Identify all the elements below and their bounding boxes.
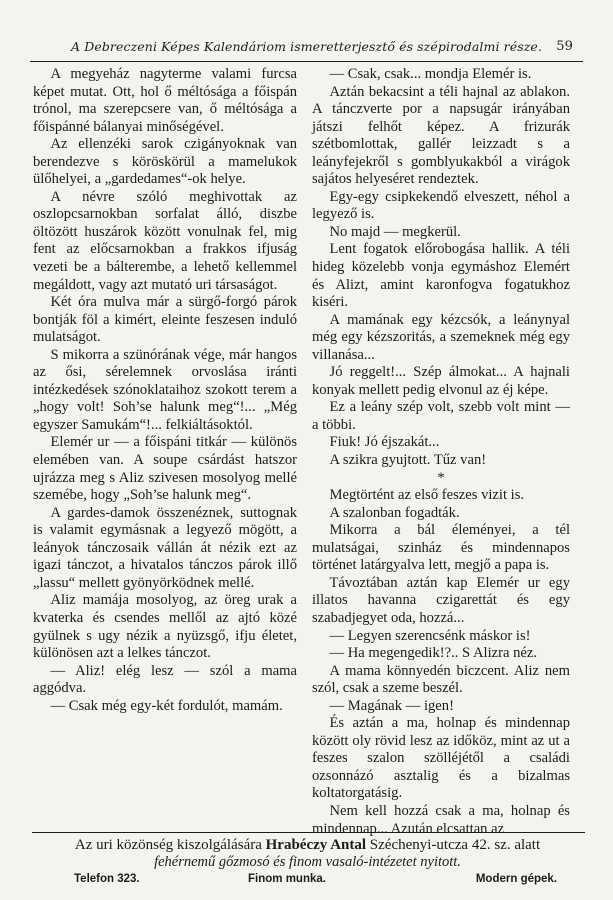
paragraph: Jó reggelt!... Szép álmokat... A hajnali konyak mellett pedig elvonul az éj képe.	[312, 364, 570, 398]
ad-line-2: fehérnemű gőzmosó és finom vasaló-intézetet nyitott.	[154, 854, 461, 870]
paragraph: A mamának egy kézcsók, a leánynyal még egy kézszoritás, a szemeknek még egy villanása...	[312, 311, 570, 363]
header-title: A Debreczeni Képes Kalendáriom ismeretterjesztő és szépirodalmi része.	[71, 39, 542, 54]
paragraph: A mama könnyedén biczcent. Aliz nem szól, csak a szeme beszél.	[312, 662, 570, 697]
paragraph: Megtörtént az első feszes vizit is.	[329, 487, 525, 504]
page-number: 59	[556, 39, 573, 54]
paragraph: Ez a leány szép volt, szebb volt mint — a többi.	[312, 399, 570, 433]
paragraph: Lent fogatok előrobogása hallik. A téli hideg közelebb vonja egymáshoz Elemért és Alizt, amint karonfogva fogatukhoz kiséri.	[312, 241, 570, 311]
ad-text-pre: Az uri közönség kiszolgálására	[74, 837, 262, 853]
paragraph: Egy-egy csipkekendő elveszett, néhol a legyező is.	[312, 188, 570, 223]
paragraph: Nem kell hozzá csak a ma, holnap és mindennap... Azután elcsattan az	[312, 802, 570, 837]
advertisement-footer	[30, 836, 585, 890]
footer-rule	[32, 832, 585, 833]
left-column	[33, 66, 297, 715]
ad-text-post: Széchenyi-utcza 42. sz. alatt	[369, 837, 541, 853]
header-rule	[30, 61, 583, 62]
section-divider-star: *	[437, 469, 445, 486]
paragraph: Két óra mulva már a sürgő-forgó párok bontják föl a kimért, eleinte feszesen induló mulatságot.	[33, 294, 297, 346]
paragraph: A szikra gyujtott. Tűz van!	[329, 452, 487, 469]
ad-line-1	[30, 836, 585, 854]
paragraph: A névre szóló meghivottak az oszlopcsarnokban sorfalat álló, diszbe öltözött huszárok között vonulnak fel, mig fent az előcsarnokban a frakkos ifjuság vezeti be a bálterembe, a lehető kellemmel megáldott, vagy azt mutató uri társaságot.	[33, 188, 297, 293]
paragraph: Az ellenzéki sarok czigányoknak van berendezve s köröskörül a mamelukok ülőhelyei, a „gardedames“-ok helye.	[33, 136, 297, 188]
paragraph: — Ha megengedik!?.. S Alizra néz.	[329, 645, 537, 662]
running-header	[40, 39, 573, 57]
ad-line-3	[30, 873, 585, 890]
paragraph: A megyeház nagyterme valami furcsa képet mutat. Ott, hol ő méltósága a főispán trónol, ma szerepcsere van, ő méltósága a főispánné bálanyai minőségével.	[33, 66, 297, 135]
paragraph: És aztán a ma, holnap és mindennap között oly rövid lesz az időköz, mint az ut a feszes szalon szölléjétől a családi ozsonnázó asztalig és a bizalmas koltatorgatásig.	[312, 715, 570, 802]
paragraph: Aztán bekacsint a téli hajnal az ablakon. A tánczverte por a napsugár irányában játszi felhőt képez. A frizurák szétbomlottak, gallér leizzadt s a leányfejekről s gomblyukakból a virágok sajátos helyeséret rendeztek.	[312, 83, 570, 188]
ad-telephone: Telefon 323.	[74, 873, 140, 885]
paragraph: — Legyen szerencsénk máskor is!	[329, 627, 531, 644]
paragraph: Aliz mamája mosolyog, az öreg urak a kvaterka és csendes mellől az ajtó közé gyülnek s ugy nézik a nyüzsgő, ifju életet, különösen azt a lelkes tánczot.	[33, 592, 297, 662]
paragraph: — Csak még egy-két fordulót, mamám.	[50, 697, 283, 714]
paragraph: — Aliz! elég lesz — szól a mama aggódva.	[33, 662, 297, 697]
paragraph: S mikorra a szünórának vége, már hangos az ősi, sérelemnek orvoslása iránti intézkedések szónoklataihoz szokott terem a „hogy volt! Soh’se halunk meg“!... „Még egyszer Samukám“!... felkiáltásoktól.	[33, 346, 297, 433]
ad-modern-machines: Modern gépek.	[475, 873, 557, 885]
paragraph: Elemér ur — a főispáni titkár — különös elemében van. A soupe csárdást hatszor ujrázza meg s Aliz szivesen mosolyog mellé szemébe, hogy „Soh’se halunk meg“.	[33, 434, 297, 504]
ad-advertiser-name: Hrabéczy Antal	[265, 837, 367, 853]
paragraph: Távoztában aztán kap Elemér ur egy illatos havanna czigarettát és egy szabadjegyet oda, hozzá...	[312, 574, 570, 626]
paragraph: — Csak, csak... mondja Elemér is.	[329, 66, 532, 82]
paragraph: A szalonban fogadták.	[329, 504, 460, 521]
paragraph: Fiuk! Jó éjszakát...	[329, 434, 440, 451]
ad-fine-work: Finom munka.	[248, 873, 326, 885]
right-column	[312, 66, 570, 838]
paragraph: Mikorra a bál éleményei, a tél mulatságai, szinház és mindennapos történet latárgyalva lett, megjő a papa is.	[312, 522, 570, 574]
paragraph: A gardes-damok összenéznek, suttognak is valamit egymásnak a legyező mögött, a leányok tánczosaik vállán át nézik ezt az igazi tánczot, a hivatalos tánczos párok illő „lassu“ mellett gyönyörködnek mellé.	[33, 504, 297, 591]
paragraph: — Magának — igen!	[329, 697, 454, 714]
paragraph: No majd — megkerül.	[329, 223, 461, 240]
